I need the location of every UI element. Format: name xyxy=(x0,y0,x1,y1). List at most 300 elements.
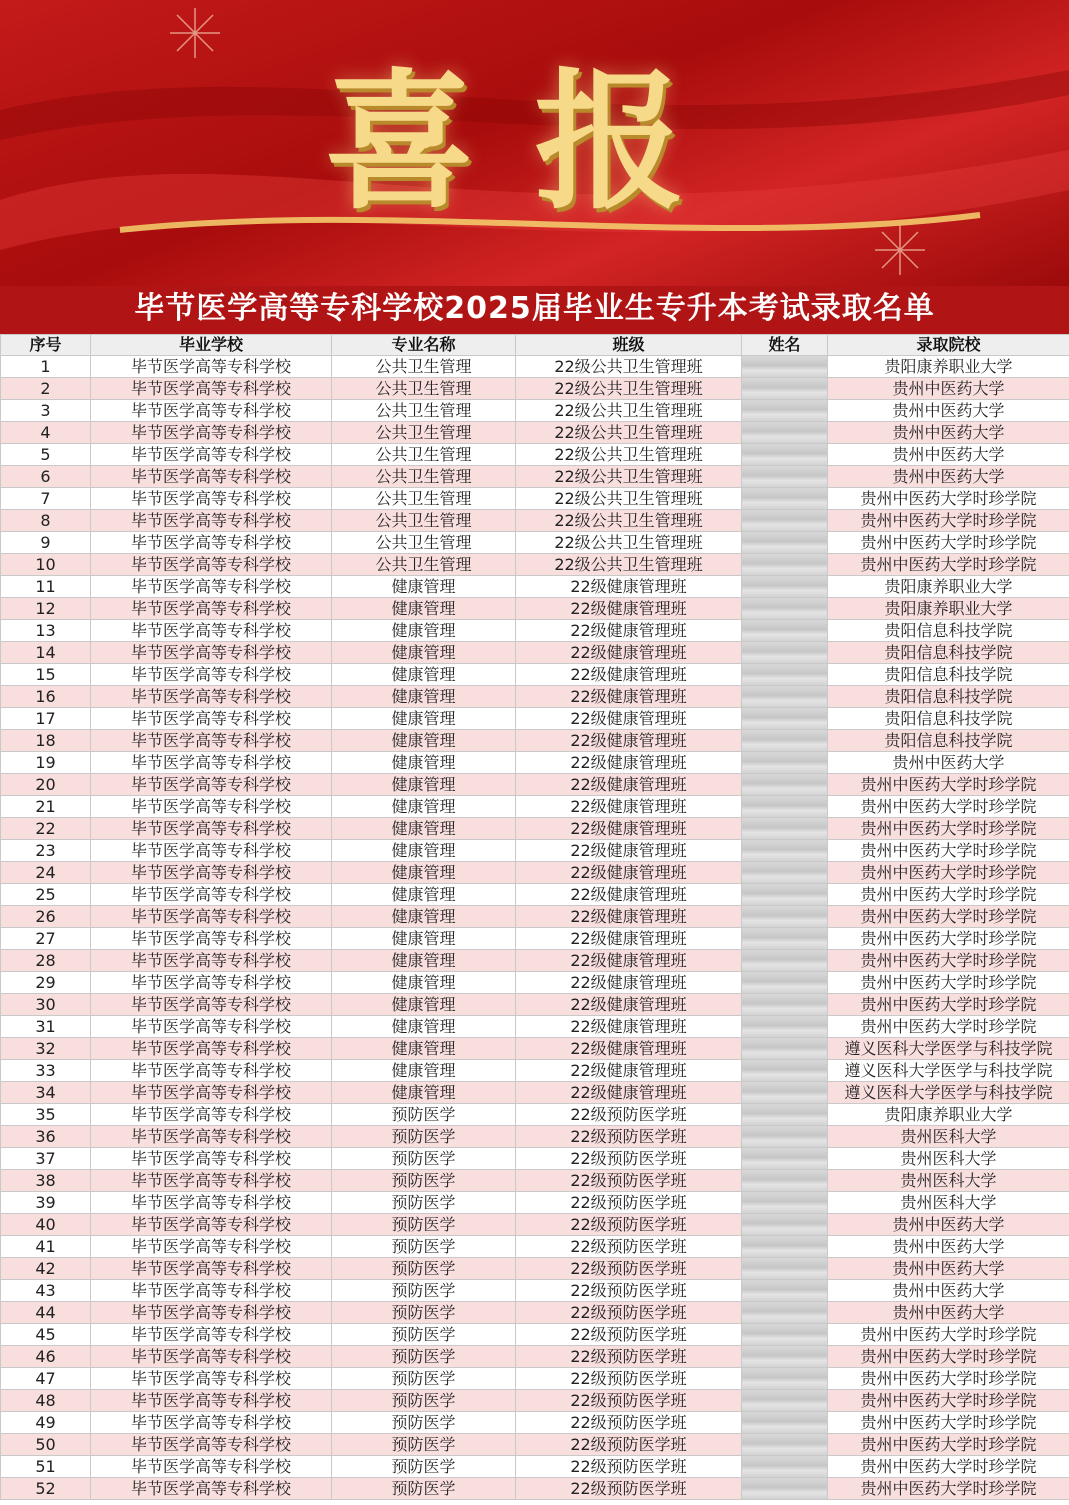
row-name xyxy=(742,1126,828,1148)
row-class: 22级预防医学班 xyxy=(516,1324,742,1346)
row-major: 预防医学 xyxy=(332,1170,516,1192)
row-index: 32 xyxy=(1,1038,91,1060)
row-major: 预防医学 xyxy=(332,1368,516,1390)
row-admitted-school: 贵州医科大学 xyxy=(828,1170,1069,1192)
table-row xyxy=(1,972,1069,994)
row-major: 公共卫生管理 xyxy=(332,532,516,554)
row-index: 15 xyxy=(1,664,91,686)
row-class: 22级健康管理班 xyxy=(516,1060,742,1082)
row-name xyxy=(742,1302,828,1324)
row-school: 毕节医学高等专科学校 xyxy=(91,1016,332,1038)
row-class: 22级健康管理班 xyxy=(516,730,742,752)
row-class: 22级健康管理班 xyxy=(516,1016,742,1038)
row-name xyxy=(742,972,828,994)
row-name xyxy=(742,686,828,708)
table-row xyxy=(1,1170,1069,1192)
row-name xyxy=(742,642,828,664)
row-name xyxy=(742,994,828,1016)
table-row xyxy=(1,1346,1069,1368)
row-major: 预防医学 xyxy=(332,1236,516,1258)
table-row xyxy=(1,1038,1069,1060)
row-class: 22级健康管理班 xyxy=(516,774,742,796)
row-class: 22级预防医学班 xyxy=(516,1302,742,1324)
row-index: 38 xyxy=(1,1170,91,1192)
table-row xyxy=(1,378,1069,400)
row-class: 22级公共卫生管理班 xyxy=(516,554,742,576)
row-admitted-school: 贵州中医药大学 xyxy=(828,422,1069,444)
row-index: 25 xyxy=(1,884,91,906)
banner xyxy=(0,0,1069,286)
row-admitted-school: 贵州中医药大学时珍学院 xyxy=(828,510,1069,532)
row-major: 健康管理 xyxy=(332,1082,516,1104)
row-major: 健康管理 xyxy=(332,1060,516,1082)
row-name xyxy=(742,708,828,730)
row-major: 健康管理 xyxy=(332,730,516,752)
row-admitted-school: 贵州中医药大学时珍学院 xyxy=(828,906,1069,928)
row-school: 毕节医学高等专科学校 xyxy=(91,1280,332,1302)
row-name xyxy=(742,1412,828,1434)
row-class: 22级健康管理班 xyxy=(516,752,742,774)
row-name xyxy=(742,796,828,818)
row-name xyxy=(742,1060,828,1082)
row-name xyxy=(742,1456,828,1478)
row-school: 毕节医学高等专科学校 xyxy=(91,1368,332,1390)
row-school: 毕节医学高等专科学校 xyxy=(91,510,332,532)
row-class: 22级健康管理班 xyxy=(516,598,742,620)
row-admitted-school: 贵阳康养职业大学 xyxy=(828,576,1069,598)
row-name xyxy=(742,1346,828,1368)
row-index: 33 xyxy=(1,1060,91,1082)
row-class: 22级公共卫生管理班 xyxy=(516,444,742,466)
row-school: 毕节医学高等专科学校 xyxy=(91,708,332,730)
row-admitted-school: 贵阳康养职业大学 xyxy=(828,356,1069,378)
row-admitted-school: 贵州中医药大学 xyxy=(828,444,1069,466)
row-school: 毕节医学高等专科学校 xyxy=(91,1236,332,1258)
row-class: 22级健康管理班 xyxy=(516,972,742,994)
row-admitted-school: 遵义医科大学医学与科技学院 xyxy=(828,1060,1069,1082)
row-index: 21 xyxy=(1,796,91,818)
row-index: 9 xyxy=(1,532,91,554)
row-class: 22级健康管理班 xyxy=(516,994,742,1016)
row-name xyxy=(742,598,828,620)
row-admitted-school: 贵州中医药大学 xyxy=(828,752,1069,774)
row-index: 37 xyxy=(1,1148,91,1170)
row-class: 22级健康管理班 xyxy=(516,862,742,884)
row-school: 毕节医学高等专科学校 xyxy=(91,466,332,488)
row-admitted-school: 贵州中医药大学时珍学院 xyxy=(828,928,1069,950)
row-major: 预防医学 xyxy=(332,1104,516,1126)
row-name xyxy=(742,356,828,378)
header-class: 班级 xyxy=(516,335,742,356)
row-admitted-school: 贵州中医药大学 xyxy=(828,1302,1069,1324)
row-name xyxy=(742,1368,828,1390)
row-index: 34 xyxy=(1,1082,91,1104)
table-row xyxy=(1,950,1069,972)
row-name xyxy=(742,1170,828,1192)
row-index: 49 xyxy=(1,1412,91,1434)
row-name xyxy=(742,1192,828,1214)
row-major: 健康管理 xyxy=(332,774,516,796)
row-name xyxy=(742,950,828,972)
row-school: 毕节医学高等专科学校 xyxy=(91,488,332,510)
row-admitted-school: 贵阳信息科技学院 xyxy=(828,620,1069,642)
row-school: 毕节医学高等专科学校 xyxy=(91,576,332,598)
row-major: 健康管理 xyxy=(332,620,516,642)
row-index: 51 xyxy=(1,1456,91,1478)
row-school: 毕节医学高等专科学校 xyxy=(91,906,332,928)
row-class: 22级预防医学班 xyxy=(516,1368,742,1390)
row-admitted-school: 贵州中医药大学时珍学院 xyxy=(828,950,1069,972)
row-index: 7 xyxy=(1,488,91,510)
row-major: 健康管理 xyxy=(332,840,516,862)
row-name xyxy=(742,774,828,796)
row-name xyxy=(742,862,828,884)
row-class: 22级公共卫生管理班 xyxy=(516,422,742,444)
row-class: 22级健康管理班 xyxy=(516,1082,742,1104)
table-row xyxy=(1,708,1069,730)
row-class: 22级健康管理班 xyxy=(516,620,742,642)
row-class: 22级预防医学班 xyxy=(516,1280,742,1302)
row-major: 健康管理 xyxy=(332,576,516,598)
row-admitted-school: 贵州中医药大学 xyxy=(828,378,1069,400)
table-row xyxy=(1,1302,1069,1324)
row-school: 毕节医学高等专科学校 xyxy=(91,664,332,686)
row-name xyxy=(742,818,828,840)
row-school: 毕节医学高等专科学校 xyxy=(91,1346,332,1368)
row-class: 22级公共卫生管理班 xyxy=(516,378,742,400)
row-school: 毕节医学高等专科学校 xyxy=(91,1478,332,1500)
row-admitted-school: 贵州中医药大学时珍学院 xyxy=(828,1478,1069,1500)
row-name xyxy=(742,510,828,532)
row-major: 公共卫生管理 xyxy=(332,554,516,576)
firework-icon xyxy=(170,8,220,58)
row-index: 40 xyxy=(1,1214,91,1236)
row-index: 44 xyxy=(1,1302,91,1324)
row-index: 10 xyxy=(1,554,91,576)
row-school: 毕节医学高等专科学校 xyxy=(91,1434,332,1456)
row-major: 预防医学 xyxy=(332,1478,516,1500)
row-school: 毕节医学高等专科学校 xyxy=(91,400,332,422)
row-index: 41 xyxy=(1,1236,91,1258)
row-class: 22级健康管理班 xyxy=(516,928,742,950)
row-school: 毕节医学高等专科学校 xyxy=(91,972,332,994)
table-row xyxy=(1,730,1069,752)
header-major: 专业名称 xyxy=(332,335,516,356)
row-name xyxy=(742,1016,828,1038)
row-class: 22级健康管理班 xyxy=(516,840,742,862)
row-name xyxy=(742,1478,828,1500)
row-major: 健康管理 xyxy=(332,906,516,928)
table-row xyxy=(1,928,1069,950)
row-major: 预防医学 xyxy=(332,1456,516,1478)
row-admitted-school: 贵州中医药大学 xyxy=(828,1236,1069,1258)
row-major: 预防医学 xyxy=(332,1126,516,1148)
row-admitted-school: 贵州中医药大学时珍学院 xyxy=(828,862,1069,884)
row-school: 毕节医学高等专科学校 xyxy=(91,1324,332,1346)
row-major: 预防医学 xyxy=(332,1346,516,1368)
row-class: 22级预防医学班 xyxy=(516,1258,742,1280)
table-row xyxy=(1,1192,1069,1214)
row-class: 22级预防医学班 xyxy=(516,1478,742,1500)
row-admitted-school: 贵州中医药大学时珍学院 xyxy=(828,488,1069,510)
row-admitted-school: 贵州中医药大学 xyxy=(828,1214,1069,1236)
header-index: 序号 xyxy=(1,335,91,356)
row-major: 预防医学 xyxy=(332,1434,516,1456)
row-class: 22级健康管理班 xyxy=(516,686,742,708)
row-class: 22级预防医学班 xyxy=(516,1170,742,1192)
row-school: 毕节医学高等专科学校 xyxy=(91,444,332,466)
table-row xyxy=(1,862,1069,884)
table-row xyxy=(1,752,1069,774)
row-name xyxy=(742,400,828,422)
table-row xyxy=(1,1060,1069,1082)
row-name xyxy=(742,906,828,928)
row-major: 预防医学 xyxy=(332,1148,516,1170)
row-major: 预防医学 xyxy=(332,1302,516,1324)
row-admitted-school: 贵州中医药大学时珍学院 xyxy=(828,818,1069,840)
table-row xyxy=(1,818,1069,840)
row-major: 健康管理 xyxy=(332,994,516,1016)
row-admitted-school: 贵阳信息科技学院 xyxy=(828,686,1069,708)
row-admitted-school: 贵阳信息科技学院 xyxy=(828,664,1069,686)
banner-title: 喜报 xyxy=(324,54,745,230)
row-name xyxy=(742,1258,828,1280)
row-class: 22级健康管理班 xyxy=(516,664,742,686)
admission-table xyxy=(0,334,1069,1500)
row-school: 毕节医学高等专科学校 xyxy=(91,356,332,378)
row-major: 预防医学 xyxy=(332,1258,516,1280)
row-major: 健康管理 xyxy=(332,708,516,730)
row-admitted-school: 贵州中医药大学时珍学院 xyxy=(828,796,1069,818)
row-major: 健康管理 xyxy=(332,796,516,818)
row-school: 毕节医学高等专科学校 xyxy=(91,774,332,796)
row-class: 22级预防医学班 xyxy=(516,1412,742,1434)
table-row xyxy=(1,906,1069,928)
row-admitted-school: 贵州中医药大学时珍学院 xyxy=(828,1456,1069,1478)
row-index: 3 xyxy=(1,400,91,422)
row-name xyxy=(742,1236,828,1258)
row-name xyxy=(742,1082,828,1104)
table-row xyxy=(1,532,1069,554)
row-school: 毕节医学高等专科学校 xyxy=(91,950,332,972)
row-school: 毕节医学高等专科学校 xyxy=(91,928,332,950)
row-index: 31 xyxy=(1,1016,91,1038)
row-index: 28 xyxy=(1,950,91,972)
row-school: 毕节医学高等专科学校 xyxy=(91,752,332,774)
row-school: 毕节医学高等专科学校 xyxy=(91,686,332,708)
row-class: 22级健康管理班 xyxy=(516,576,742,598)
row-index: 36 xyxy=(1,1126,91,1148)
row-major: 预防医学 xyxy=(332,1324,516,1346)
row-major: 预防医学 xyxy=(332,1390,516,1412)
row-major: 健康管理 xyxy=(332,972,516,994)
row-admitted-school: 贵阳康养职业大学 xyxy=(828,1104,1069,1126)
row-admitted-school: 遵义医科大学医学与科技学院 xyxy=(828,1038,1069,1060)
row-index: 5 xyxy=(1,444,91,466)
row-admitted-school: 贵州中医药大学 xyxy=(828,1280,1069,1302)
row-name xyxy=(742,1148,828,1170)
row-name xyxy=(742,752,828,774)
row-admitted-school: 贵州中医药大学时珍学院 xyxy=(828,1434,1069,1456)
row-admitted-school: 贵州中医药大学时珍学院 xyxy=(828,554,1069,576)
row-admitted-school: 贵阳康养职业大学 xyxy=(828,598,1069,620)
row-name xyxy=(742,488,828,510)
row-major: 预防医学 xyxy=(332,1214,516,1236)
table-row xyxy=(1,994,1069,1016)
table-row xyxy=(1,1126,1069,1148)
row-name xyxy=(742,444,828,466)
row-school: 毕节医学高等专科学校 xyxy=(91,840,332,862)
row-name xyxy=(742,1038,828,1060)
table-row xyxy=(1,774,1069,796)
table-row xyxy=(1,444,1069,466)
table-row xyxy=(1,1016,1069,1038)
row-index: 11 xyxy=(1,576,91,598)
table-row xyxy=(1,1148,1069,1170)
row-admitted-school: 贵州中医药大学时珍学院 xyxy=(828,840,1069,862)
row-name xyxy=(742,620,828,642)
table-row xyxy=(1,1280,1069,1302)
row-name xyxy=(742,422,828,444)
row-major: 健康管理 xyxy=(332,598,516,620)
row-admitted-school: 贵阳信息科技学院 xyxy=(828,730,1069,752)
table-row xyxy=(1,488,1069,510)
table-row xyxy=(1,510,1069,532)
row-admitted-school: 贵州中医药大学时珍学院 xyxy=(828,1390,1069,1412)
table-row xyxy=(1,686,1069,708)
row-admitted-school: 贵州中医药大学时珍学院 xyxy=(828,884,1069,906)
row-name xyxy=(742,840,828,862)
row-admitted-school: 贵州中医药大学 xyxy=(828,466,1069,488)
row-class: 22级预防医学班 xyxy=(516,1434,742,1456)
row-class: 22级健康管理班 xyxy=(516,884,742,906)
row-major: 公共卫生管理 xyxy=(332,400,516,422)
row-admitted-school: 贵州中医药大学时珍学院 xyxy=(828,1368,1069,1390)
row-index: 43 xyxy=(1,1280,91,1302)
table-row xyxy=(1,1214,1069,1236)
row-class: 22级公共卫生管理班 xyxy=(516,356,742,378)
row-name xyxy=(742,466,828,488)
row-name xyxy=(742,928,828,950)
row-index: 48 xyxy=(1,1390,91,1412)
row-index: 17 xyxy=(1,708,91,730)
page-title: 毕节医学高等专科学校2025届毕业生专升本考试录取名单 xyxy=(0,286,1069,334)
table-row xyxy=(1,554,1069,576)
row-index: 18 xyxy=(1,730,91,752)
table-row xyxy=(1,1236,1069,1258)
firework-icon xyxy=(875,225,925,275)
row-index: 2 xyxy=(1,378,91,400)
row-major: 健康管理 xyxy=(332,686,516,708)
row-admitted-school: 贵阳信息科技学院 xyxy=(828,642,1069,664)
row-class: 22级健康管理班 xyxy=(516,642,742,664)
row-admitted-school: 贵州中医药大学时珍学院 xyxy=(828,532,1069,554)
row-name xyxy=(742,1390,828,1412)
row-school: 毕节医学高等专科学校 xyxy=(91,598,332,620)
table-row xyxy=(1,576,1069,598)
row-major: 公共卫生管理 xyxy=(332,356,516,378)
table-row xyxy=(1,1258,1069,1280)
row-index: 29 xyxy=(1,972,91,994)
row-index: 20 xyxy=(1,774,91,796)
row-class: 22级健康管理班 xyxy=(516,906,742,928)
row-class: 22级预防医学班 xyxy=(516,1148,742,1170)
table-row xyxy=(1,1324,1069,1346)
row-school: 毕节医学高等专科学校 xyxy=(91,862,332,884)
row-index: 50 xyxy=(1,1434,91,1456)
row-class: 22级预防医学班 xyxy=(516,1346,742,1368)
row-index: 52 xyxy=(1,1478,91,1500)
row-name xyxy=(742,1280,828,1302)
row-index: 26 xyxy=(1,906,91,928)
row-school: 毕节医学高等专科学校 xyxy=(91,1214,332,1236)
row-class: 22级预防医学班 xyxy=(516,1192,742,1214)
row-index: 13 xyxy=(1,620,91,642)
table-row xyxy=(1,598,1069,620)
row-name xyxy=(742,730,828,752)
row-class: 22级预防医学班 xyxy=(516,1390,742,1412)
row-class: 22级预防医学班 xyxy=(516,1456,742,1478)
row-admitted-school: 贵州中医药大学 xyxy=(828,1258,1069,1280)
row-index: 39 xyxy=(1,1192,91,1214)
row-index: 45 xyxy=(1,1324,91,1346)
row-major: 健康管理 xyxy=(332,818,516,840)
row-admitted-school: 贵州医科大学 xyxy=(828,1192,1069,1214)
row-major: 预防医学 xyxy=(332,1412,516,1434)
row-major: 公共卫生管理 xyxy=(332,510,516,532)
row-index: 35 xyxy=(1,1104,91,1126)
row-school: 毕节医学高等专科学校 xyxy=(91,1082,332,1104)
row-major: 健康管理 xyxy=(332,884,516,906)
row-class: 22级预防医学班 xyxy=(516,1126,742,1148)
row-school: 毕节医学高等专科学校 xyxy=(91,1060,332,1082)
row-class: 22级预防医学班 xyxy=(516,1214,742,1236)
row-admitted-school: 贵阳信息科技学院 xyxy=(828,708,1069,730)
row-index: 16 xyxy=(1,686,91,708)
table-row xyxy=(1,1390,1069,1412)
row-school: 毕节医学高等专科学校 xyxy=(91,994,332,1016)
row-major: 健康管理 xyxy=(332,752,516,774)
header-admitted-school: 录取院校 xyxy=(828,335,1069,356)
table-row xyxy=(1,356,1069,378)
row-major: 预防医学 xyxy=(332,1280,516,1302)
table-row xyxy=(1,1082,1069,1104)
row-index: 22 xyxy=(1,818,91,840)
row-name xyxy=(742,576,828,598)
row-major: 健康管理 xyxy=(332,928,516,950)
row-admitted-school: 贵州中医药大学时珍学院 xyxy=(828,1016,1069,1038)
table-row xyxy=(1,884,1069,906)
row-major: 公共卫生管理 xyxy=(332,422,516,444)
row-name xyxy=(742,664,828,686)
row-class: 22级预防医学班 xyxy=(516,1236,742,1258)
table-row xyxy=(1,796,1069,818)
row-index: 46 xyxy=(1,1346,91,1368)
table-row xyxy=(1,422,1069,444)
table-row xyxy=(1,1412,1069,1434)
row-name xyxy=(742,1214,828,1236)
row-name xyxy=(742,1104,828,1126)
row-admitted-school: 贵州中医药大学时珍学院 xyxy=(828,1324,1069,1346)
row-class: 22级健康管理班 xyxy=(516,796,742,818)
row-index: 12 xyxy=(1,598,91,620)
row-school: 毕节医学高等专科学校 xyxy=(91,1302,332,1324)
row-school: 毕节医学高等专科学校 xyxy=(91,554,332,576)
table-row xyxy=(1,840,1069,862)
row-school: 毕节医学高等专科学校 xyxy=(91,1258,332,1280)
table-row xyxy=(1,1456,1069,1478)
row-school: 毕节医学高等专科学校 xyxy=(91,1390,332,1412)
